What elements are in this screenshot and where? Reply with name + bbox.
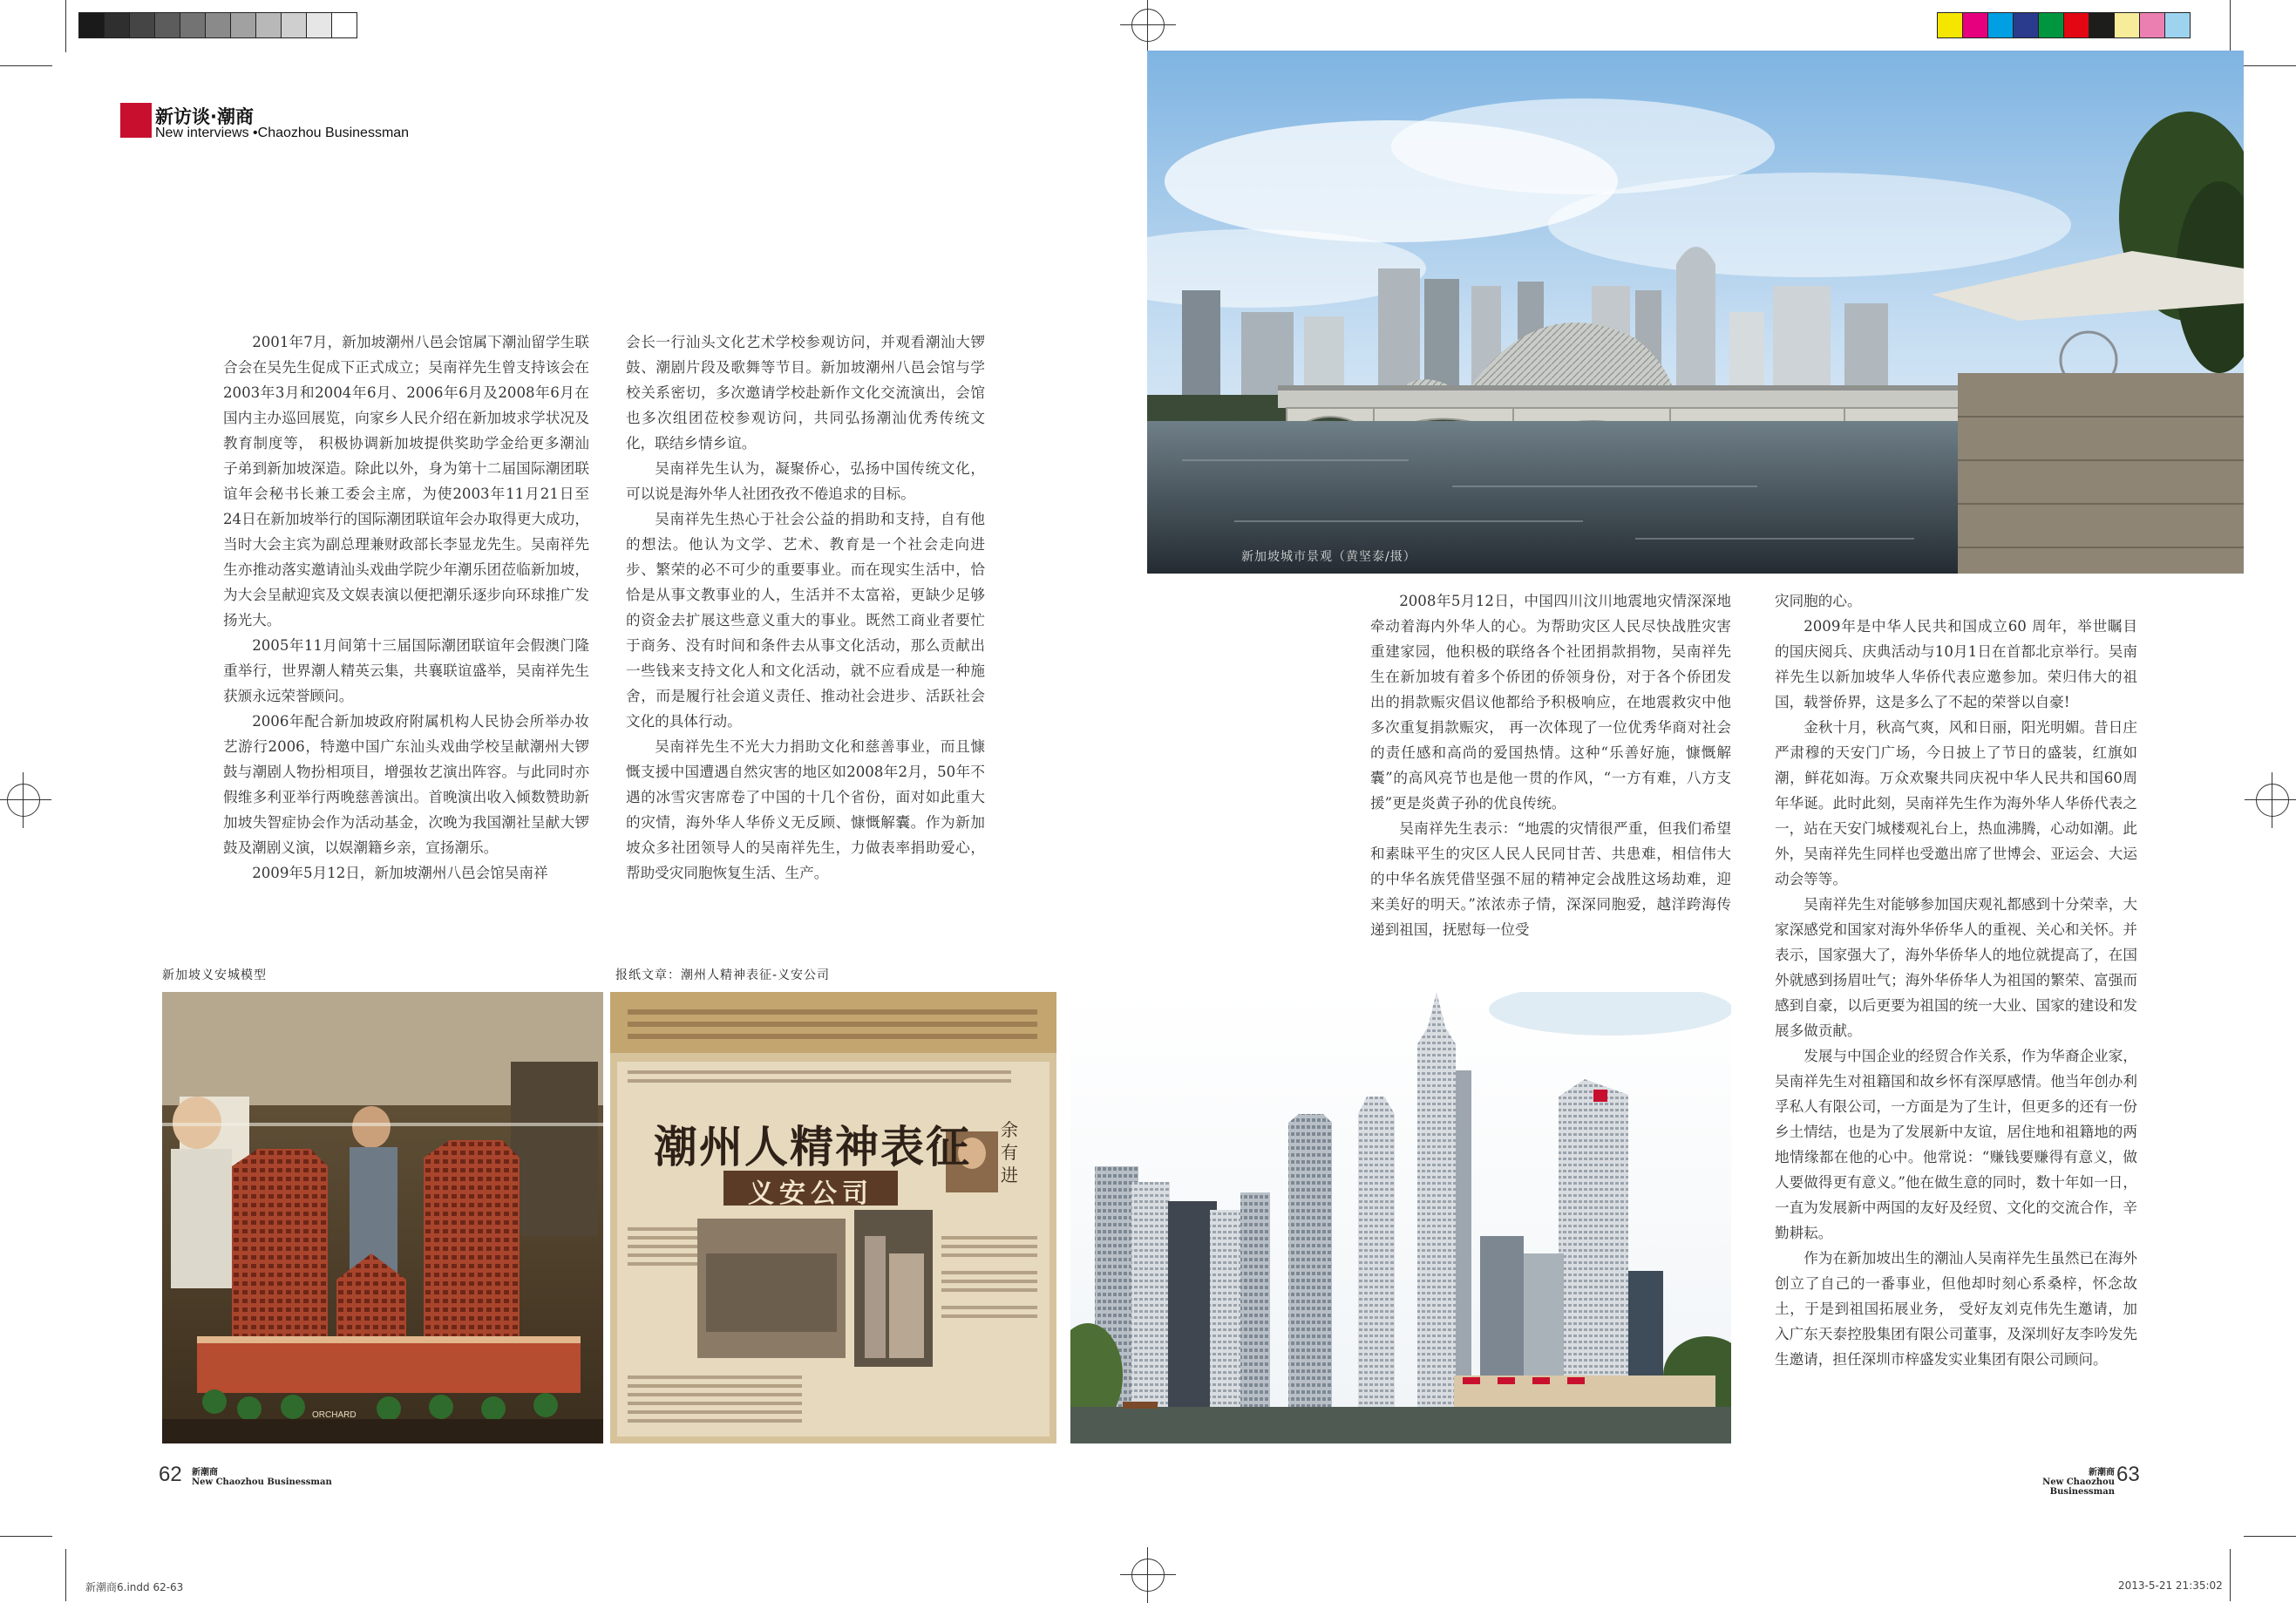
paragraph: 2008年5月12日，中国四川汶川地震地灾情深深地牵动着海内外华人的心。为帮助灾区人民尽快战胜灾害重建家园，他积极的联络各个社团捐款捐物，吴南祥先生在新加坡有着多个侨团的侨领身份，对于各个侨团发出的捐款赈灾倡议他都给予积极响应，在地震救灾中他多次重复捐款赈灾， 再一次体现了一位优秀华商对社会的责任感和高尚的爱国热情。这种“乐善好施，慷慨解囊”的高风亮节也是他一贯的作风，“一方有难，八方支援”更是炎黄子孙的优良传统。 bbox=[1370, 593, 1731, 812]
gray-scale-bar bbox=[78, 12, 357, 38]
right-page-number: 63 bbox=[2116, 1463, 2140, 1486]
registration-mark bbox=[7, 784, 40, 817]
text-column-3 bbox=[1370, 588, 1731, 942]
paragraph: 吴南祥先生不光大力捐助文化和慈善事业，而且慷慨支援中国遭遇自然灾害的地区如2008年2月，50年不遇的冰雪灾害席卷了中国的十几个省份，面对如此重大的灾情，海外华人华侨义无反顾、慷慨解囊。作为新加坡众多社团领导人的吴南祥先生，力做表率捐助爱心，帮助受灾同胞恢复生活、生产。 bbox=[626, 738, 985, 881]
model-sign: ORCHARD bbox=[312, 1410, 357, 1420]
newspaper-photo bbox=[610, 992, 1056, 1443]
left-page-number: 62 bbox=[159, 1463, 182, 1486]
left-magazine-name: 新潮商 New Chaozhou Businessman bbox=[192, 1468, 332, 1487]
registration-mark bbox=[1131, 1559, 1165, 1592]
color-swatch bbox=[1938, 13, 1963, 37]
paragraph: 2009年5月12日，新加坡潮州八邑会馆吴南祥 bbox=[252, 865, 548, 881]
paragraph: 作为在新加坡出生的潮汕人吴南祥先生虽然已在海外创立了自己的一番事业，但他却时刻心系桑梓，怀念故土，于是到祖国拓展业务， 受好友刘克伟先生邀请，加入广东天泰控股集团有限公司董事，及深圳好友李吟发先生邀请，担任深圳市梓盛发实业集团有限公司顾问。 bbox=[1775, 1250, 2137, 1368]
color-swatch bbox=[2140, 13, 2165, 37]
color-swatch bbox=[1963, 13, 1988, 37]
crop-mark bbox=[0, 65, 52, 66]
text-column-2 bbox=[626, 329, 985, 886]
paragraph: 发展与中国企业的经贸合作关系，作为华裔企业家，吴南祥先生对祖籍国和故乡怀有深厚感情。他当年创办利孚私人有限公司，一方面是为了生计，但更多的还有一份乡土情结，也是为了发展新中友谊，居住地和祖籍地的两地情缘都在他的心中。他常说：“赚钱要赚得有意义，做人要做得更有意义。”他在做生意的同时，数十年如一日，一直为发展新中两国的友好及经贸、文化的交流合作，辛勤耕耘。 bbox=[1775, 1048, 2137, 1241]
section-title: 新访谈·潮商 bbox=[155, 106, 254, 127]
crop-mark bbox=[2230, 0, 2231, 52]
color-swatch bbox=[2014, 13, 2039, 37]
paragraph: 吴南祥先生对能够参加国庆观礼都感到十分荣幸，大家深感党和国家对海外华侨华人的重视、关心和关怀。并表示，国家强大了，海外华侨华人的地位就提高了，在国外就感到扬眉吐气；海外华侨华人为祖国的繁荣、富强而感到自豪，以后更要为祖国的统一大业、国家的建设和发展多做贡献。 bbox=[1775, 896, 2137, 1039]
paragraph: 金秋十月，秋高气爽，风和日丽，阳光明媚。昔日庄严肃穆的天安门广场，今日披上了节日的盛装，红旗如潮，鲜花如海。万众欢聚共同庆祝中华人民共和国60周年华诞。此时此刻，吴南祥先生作为海外华人华侨代表之一，站在天安门城楼观礼台上，热血沸腾，心动如潮。此外，吴南祥先生同样也受邀出席了世博会、亚运会、大运动会等等。 bbox=[1775, 719, 2137, 887]
color-swatch bbox=[2039, 13, 2064, 37]
model-photo-caption: 新加坡义安城模型 bbox=[162, 968, 267, 982]
color-swatch bbox=[2165, 13, 2190, 37]
top-skyline-photo bbox=[1147, 51, 2244, 574]
paragraph: 2006年配合新加坡政府附属机构人民协会所举办妆艺游行2006，特邀中国广东汕头戏曲学校呈献潮州大锣鼓与潮剧人物扮相项目，增强妆艺演出阵容。与此同时亦假维多利亚举行两晚慈善演出。首晚演出收入倾数赞助新加坡失智症协会作为活动基金，次晚为我国潮社呈献大锣鼓及潮剧义演，以娱潮籍乡亲，宣扬潮乐。 bbox=[223, 713, 589, 856]
crop-mark bbox=[2244, 65, 2296, 66]
crop-mark bbox=[65, 0, 66, 52]
crop-mark bbox=[0, 1536, 52, 1537]
crop-mark bbox=[2230, 1549, 2231, 1601]
paragraph: 2005年11月间第十三届国际潮团联谊年会假澳门隆重举行，世界潮人精英云集，共襄联谊盛举，吴南祥先生获颁永远荣誉顾问。 bbox=[223, 637, 589, 704]
top-photo-caption: 新加坡城市景观（黄坚泰/摄） bbox=[1241, 550, 1416, 564]
paragraph: 吴南祥先生认为，凝聚侨心，弘扬中国传统文化，可以说是海外华人社团孜孜不倦追求的目标。 bbox=[626, 460, 985, 502]
registration-mark bbox=[2256, 784, 2289, 817]
paragraph: 2009年是中华人民共和国成立60 周年，举世瞩目的国庆阅兵、庆典活动与10月1日在首都北京举行。吴南祥先生以新加坡华人华侨代表应邀参加。荣归伟大的祖国，载誉侨界，这是多么了不起的荣誉以自豪! bbox=[1775, 618, 2137, 710]
newspaper-photo-caption: 报纸文章：潮州人精神表征-义安公司 bbox=[615, 968, 831, 982]
newspaper-side-text: 余有进 bbox=[1001, 1119, 1018, 1185]
date-slug: 2013-5-21 21:35:02 bbox=[2118, 1579, 2223, 1592]
section-subtitle: New interviews •Chaozhou Businessman bbox=[155, 126, 410, 140]
paragraph: 吴南祥先生表示：“地震的灾情很严重，但我们希望和素昧平生的灾区人民人民同甘苦、共患难，相信伟大的中华名族凭借坚强不屈的精神定会战胜这场劫难，迎来美好的明天。”浓浓赤子情，深深同胞爱，越洋跨海传递到祖国，抚慰每一位受 bbox=[1370, 820, 1731, 938]
color-swatch bbox=[2064, 13, 2089, 37]
text-column-1 bbox=[223, 329, 589, 886]
section-marker bbox=[120, 103, 152, 138]
color-swatch bbox=[2115, 13, 2140, 37]
file-slug: 新潮商6.indd 62-63 bbox=[85, 1581, 184, 1593]
text-column-4 bbox=[1775, 588, 2137, 1372]
crop-mark bbox=[2244, 1536, 2296, 1537]
paragraph: 灾同胞的心。 bbox=[1775, 593, 1862, 609]
newspaper-banner: 义安公司 bbox=[748, 1178, 873, 1209]
paragraph: 2001年7月，新加坡潮州八邑会馆属下潮汕留学生联合会在吴先生促成下正式成立；吴南祥先生曾支持该会在2003年3月和2004年6月、2006年6月及2008年6月在国内主办巡回展览，向家乡人民介绍在新加坡求学状况及教育制度等， 积极协调新加坡提供奖助学金给更多潮汕子弟到新加坡深造。除此以外，身为第十二届国际潮团联谊年会秘书长兼工委会主席，为使2003年11月21日至24日在新加坡举行的国际潮团联谊年会办取得更大成功，当时大会主宾为副总理兼财政部长李显龙先生。吴南祥先生亦推动落实邀请汕头戏曲学院少年潮乐团莅临新加坡，为大会呈献迎宾及文娱表演以便把潮乐逐步向环球推广发扬光大。 bbox=[223, 334, 589, 628]
crop-mark bbox=[65, 1549, 66, 1601]
paragraph: 吴南祥先生热心于社会公益的捐助和支持，自有他的想法。他认为文学、艺术、教育是一个社会走向进步、繁荣的必不可少的重要事业。而在现实生活中，恰恰是从事文教事业的人，生活并不太富裕，更缺少足够的资金去扩展这些意义重大的事业。既然工商业者要忙于商务、没有时间和条件去从事文化活动，那么贡献出一些钱来支持文化人和文化活动，就不应看成是一种施舍，而是履行社会道义责任、推动社会进步、活跃社会文化的具体行动。 bbox=[626, 511, 985, 730]
color-bar bbox=[1937, 12, 2191, 38]
right-magazine-name: 新潮商 New Chaozhou Businessman bbox=[2042, 1468, 2115, 1497]
registration-mark bbox=[1131, 9, 1165, 42]
city-skyline-photo bbox=[1070, 992, 1731, 1443]
color-swatch bbox=[2089, 13, 2115, 37]
newspaper-headline: 潮州人精神表征 bbox=[654, 1122, 971, 1172]
color-swatch bbox=[1988, 13, 2014, 37]
model-photo bbox=[162, 992, 603, 1443]
paragraph: 会长一行汕头文化艺术学校参观访问，并观看潮汕大锣鼓、潮剧片段及歌舞等节目。新加坡潮州八邑会馆与学校关系密切，多次邀请学校赴新作文化交流演出，会馆也多次组团莅校参观访问，共同弘扬潮汕优秀传统文化，联结乡情乡谊。 bbox=[626, 334, 985, 452]
